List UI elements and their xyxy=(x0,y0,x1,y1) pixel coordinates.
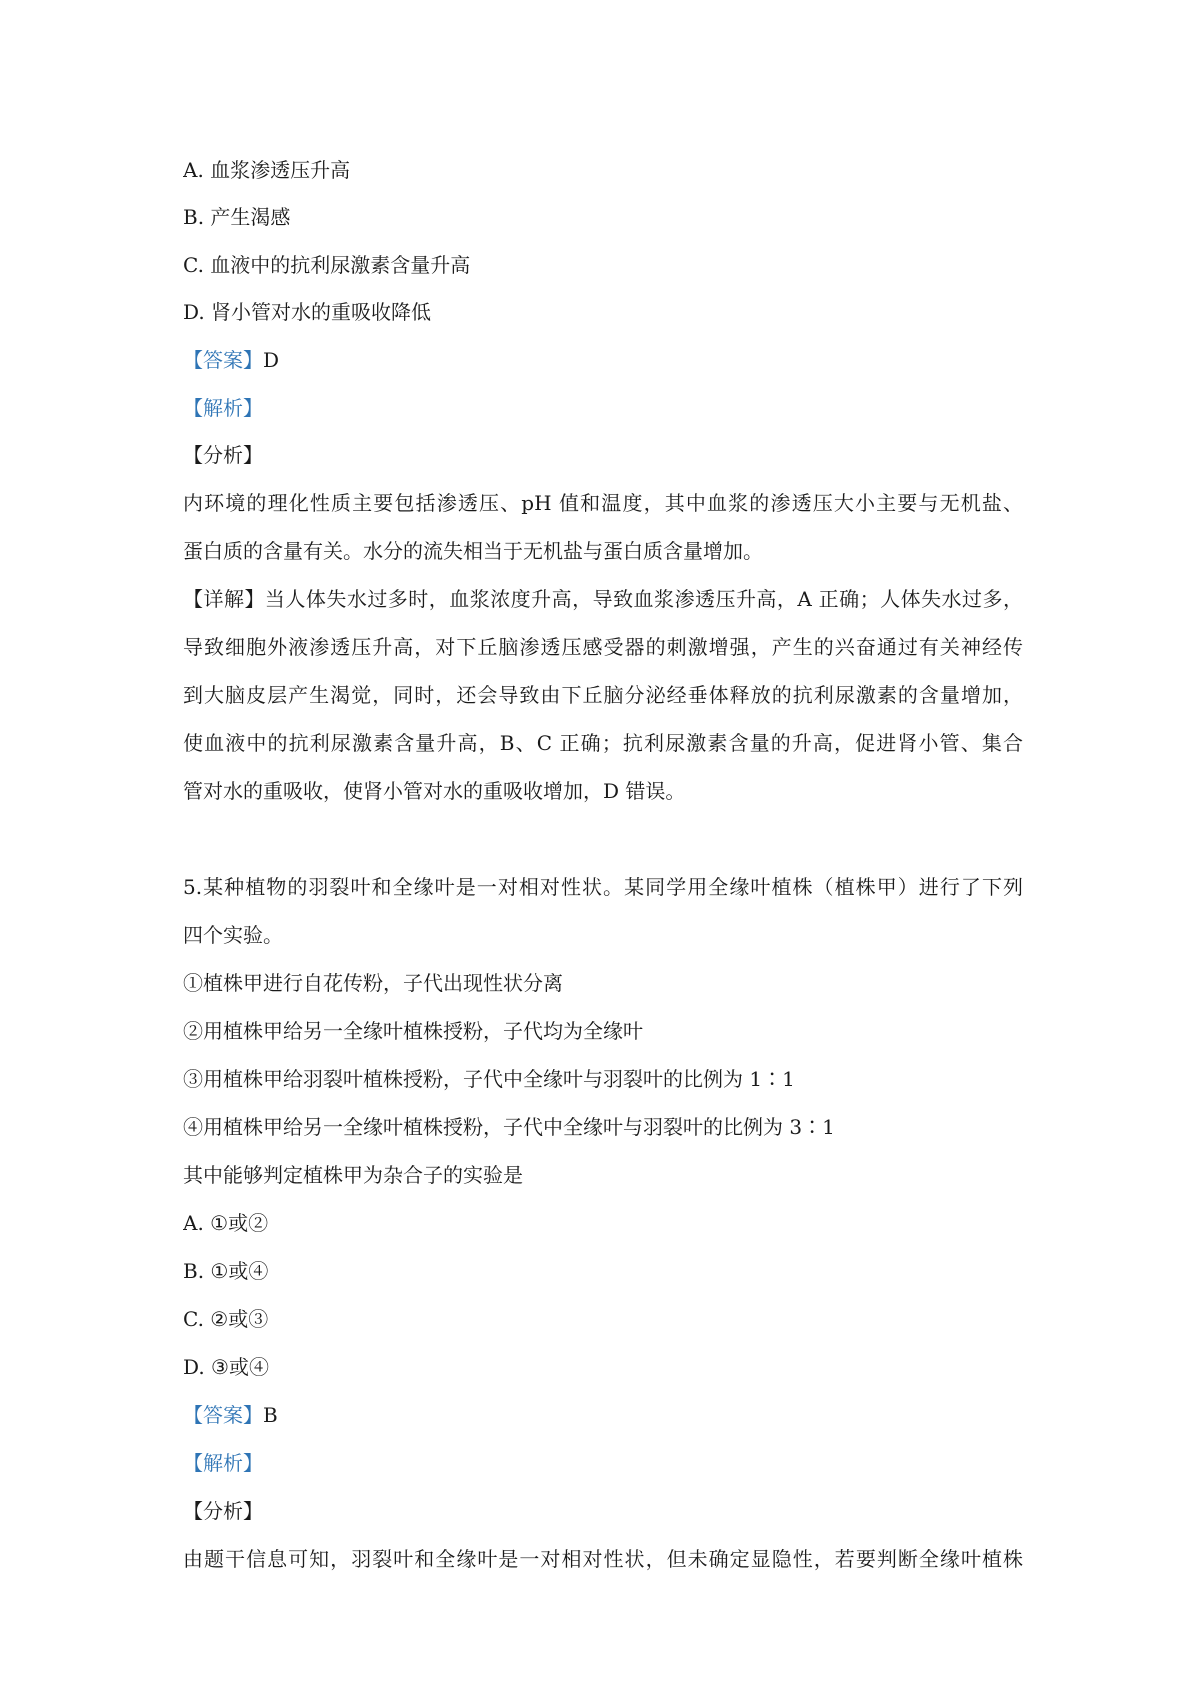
q5-option-c: C. ②或③ xyxy=(183,1307,269,1331)
q5-answer-label: 【答案】 xyxy=(183,1403,263,1427)
q4-analysis-line-1: 内环境的理化性质主要包括渗透压、pH 值和温度，其中血浆的渗透压大小主要与无机盐、 xyxy=(183,491,1023,515)
q4-fenxi-line xyxy=(183,441,1023,469)
q4-option-c: C. 血液中的抗利尿激素含量升高 xyxy=(183,253,471,277)
q5-fenxi-line xyxy=(183,1497,1023,1525)
q5-jiexi-line xyxy=(183,1449,1023,1477)
q5-answer-value: B xyxy=(263,1403,278,1427)
q4-detail-line-4: 使血液中的抗利尿激素含量升高，B、C 正确；抗利尿激素含量的升高，促进肾小管、集合 xyxy=(183,731,1023,755)
q5-experiment-2: ②用植株甲给另一全缘叶植株授粉，子代均为全缘叶 xyxy=(183,1019,643,1043)
q5-stem-line-2: 四个实验。 xyxy=(183,923,283,947)
q5-option-a: A. ①或② xyxy=(183,1211,269,1235)
q5-experiment-3: ③用植株甲给羽裂叶植株授粉，子代中全缘叶与羽裂叶的比例为 1∶1 xyxy=(183,1067,795,1091)
q4-answer-label: 【答案】 xyxy=(183,348,263,372)
q4-jiexi-label: 【解析】 xyxy=(183,396,263,420)
q4-detail-line-2: 导致细胞外液渗透压升高，对下丘脑渗透压感受器的刺激增强，产生的兴奋通过有关神经传 xyxy=(183,635,1023,659)
q4-jiexi-line xyxy=(183,394,1023,422)
q5-option-b: B. ①或④ xyxy=(183,1259,269,1283)
q5-analysis-line-1: 由题干信息可知，羽裂叶和全缘叶是一对相对性状，但未确定显隐性，若要判断全缘叶植株 xyxy=(183,1547,1023,1571)
q4-option-a: A. 血浆渗透压升高 xyxy=(183,158,351,182)
q5-experiment-4: ④用植株甲给另一全缘叶植株授粉，子代中全缘叶与羽裂叶的比例为 3∶1 xyxy=(183,1115,835,1139)
q4-answer-value: D xyxy=(263,348,280,372)
q4-detail-label: 【详解】 xyxy=(183,587,265,611)
q4-analysis-line-2: 蛋白质的含量有关。水分的流失相当于无机盐与蛋白质含量增加。 xyxy=(183,539,763,563)
q5-question: 其中能够判定植株甲为杂合子的实验是 xyxy=(183,1163,523,1187)
q4-option-d: D. 肾小管对水的重吸收降低 xyxy=(183,300,432,324)
q4-fenxi-label: 【分析】 xyxy=(183,443,263,467)
q4-detail-first: 当人体失水过多时，血浆浓度升高，导致血浆渗透压升高，A 正确；人体失水过多， xyxy=(264,587,1023,611)
q4-answer-line xyxy=(183,346,1023,374)
q5-fenxi-label: 【分析】 xyxy=(183,1499,263,1523)
q4-detail-line-5: 管对水的重吸收，使肾小管对水的重吸收增加，D 错误。 xyxy=(183,779,686,803)
q5-option-d: D. ③或④ xyxy=(183,1355,269,1379)
q5-answer-line xyxy=(183,1401,1023,1429)
q5-experiment-1: ①植株甲进行自花传粉，子代出现性状分离 xyxy=(183,971,563,995)
q4-detail-line-3: 到大脑皮层产生渴觉，同时，还会导致由下丘脑分泌经垂体释放的抗利尿激素的含量增加， xyxy=(183,683,1023,707)
q4-detail-line-1 xyxy=(183,585,1023,613)
q5-stem-line-1: 5.某种植物的羽裂叶和全缘叶是一对相对性状。某同学用全缘叶植株（植株甲）进行了下列 xyxy=(183,875,1023,899)
q5-jiexi-label: 【解析】 xyxy=(183,1451,263,1475)
q4-option-b: B. 产生渴感 xyxy=(183,205,291,229)
